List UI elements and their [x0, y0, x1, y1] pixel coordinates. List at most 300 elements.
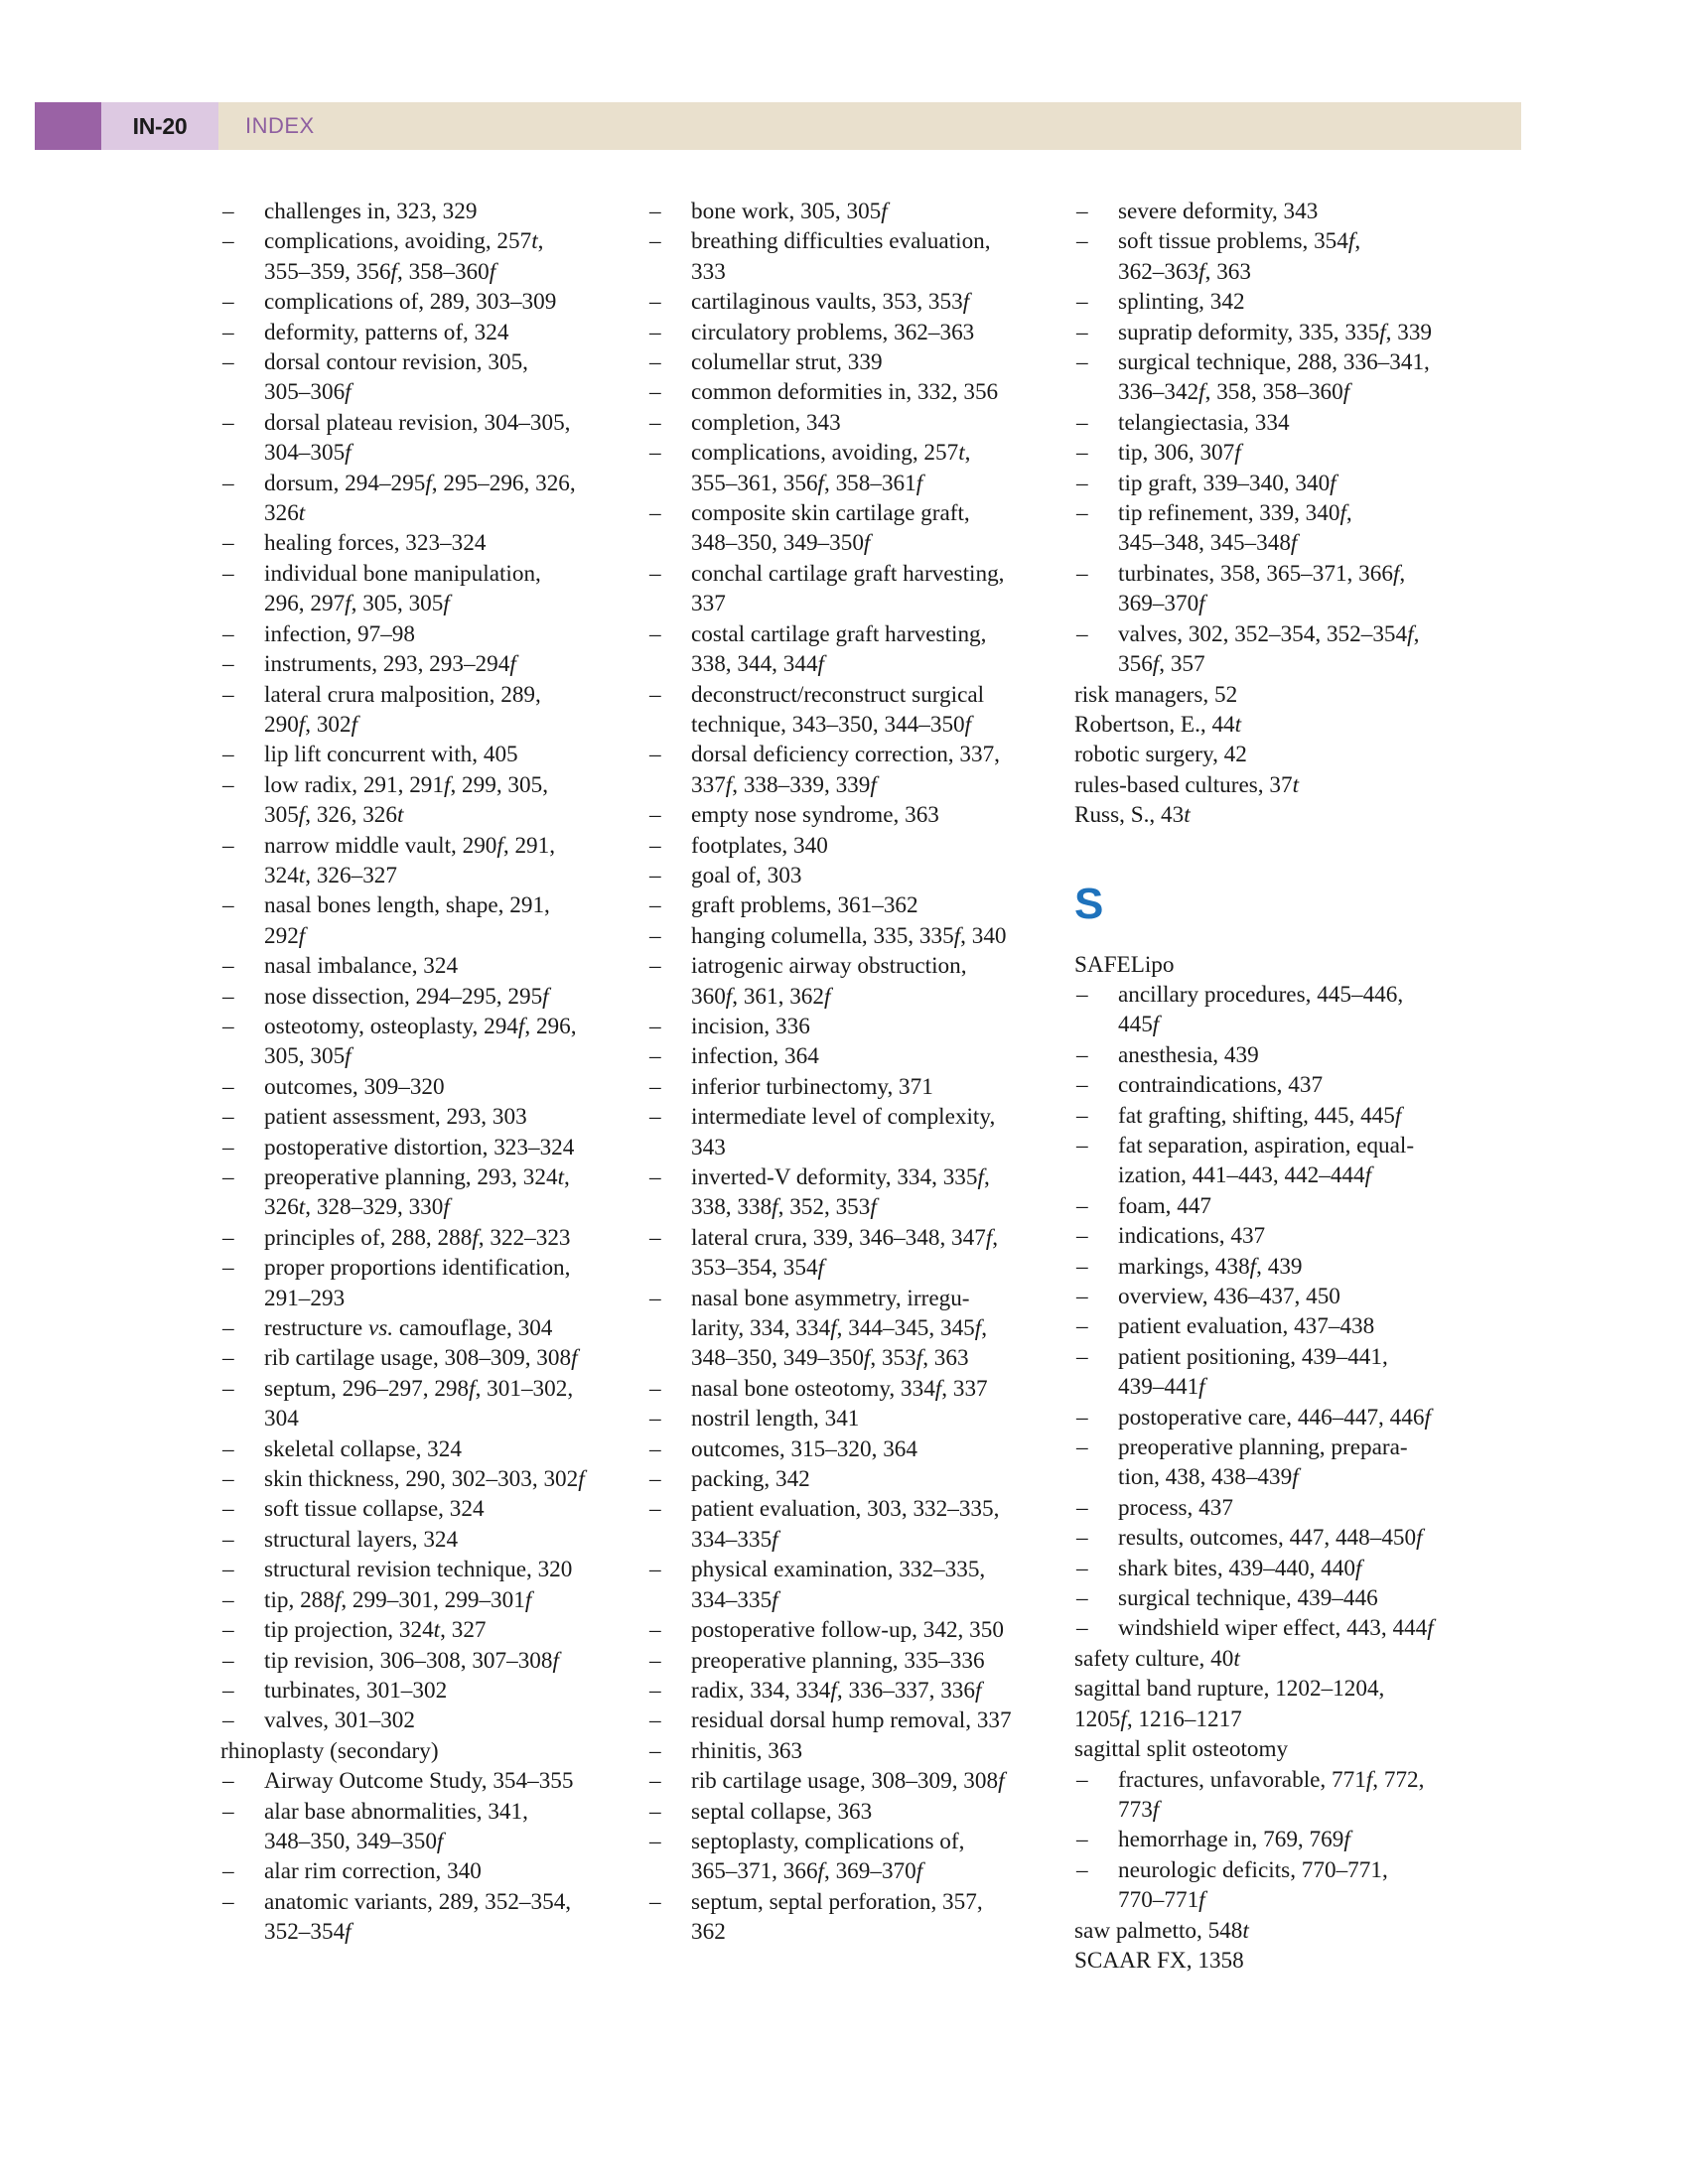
index-sub-entry — [220, 1525, 613, 1555]
locator-qualifier: f — [1416, 1525, 1423, 1552]
sub-entry-dash-icon: – — [649, 1406, 661, 1433]
sub-entry-dash-icon: – — [222, 1586, 234, 1613]
entry-text: cartilaginous vaults, 353, 353 — [691, 289, 963, 316]
index-sub-entry — [1074, 1403, 1467, 1433]
entry-text: , 363 — [1204, 258, 1251, 285]
entry-text: septum, 296–297, 298 — [264, 1375, 470, 1402]
locator-qualifier: f — [830, 1315, 837, 1342]
index-sub-entry — [647, 951, 1040, 981]
index-sub-entry — [647, 377, 1040, 407]
entry-text: proper proportions identification, — [264, 1255, 571, 1282]
entry-text: empty nose syndrome, 363 — [691, 802, 939, 829]
index-sub-entry — [647, 347, 1040, 377]
index-sub-entry — [647, 1887, 1040, 1917]
locator-qualifier: f — [772, 1194, 778, 1221]
sub-entry-dash-icon: – — [1076, 1102, 1088, 1129]
sub-entry-dash-icon: – — [649, 1888, 661, 1915]
index-sub-entry — [1074, 1583, 1467, 1613]
sub-entry-dash-icon: – — [1076, 440, 1088, 467]
index-sub-entry — [220, 831, 613, 861]
locator-qualifier: f — [823, 983, 831, 1010]
entry-text: 338, 344, 344 — [691, 651, 818, 678]
entry-text: turbinates, 358, 365–371, 366 — [1118, 560, 1393, 587]
sub-entry-dash-icon: – — [222, 1315, 234, 1342]
entry-text: 353–354, 354 — [691, 1255, 818, 1282]
index-sub-entry — [647, 498, 1040, 528]
index-sub-entry — [1074, 1221, 1467, 1251]
entry-text: 336–342 — [1118, 379, 1199, 406]
entry-text: 291–293 — [264, 1285, 346, 1311]
locator-qualifier: f — [334, 1586, 342, 1613]
entry-text: soft tissue collapse, 324 — [264, 1496, 485, 1523]
sub-entry-dash-icon: – — [222, 1466, 234, 1493]
entry-text: sagittal split osteotomy — [1074, 1736, 1289, 1763]
entry-text: camouflage, 304 — [393, 1315, 553, 1342]
index-sub-entry — [647, 1555, 1040, 1584]
sub-entry-dash-icon: – — [222, 1557, 234, 1583]
entry-text: , 363 — [922, 1345, 969, 1372]
index-sub-entry — [647, 740, 1040, 769]
locator-qualifier: f — [1120, 1706, 1127, 1732]
entry-text: dorsum, 294–295 — [264, 470, 426, 496]
index-entry-continuation — [1074, 257, 1467, 287]
entry-text: inverted-V deformity, 334, 335 — [691, 1164, 978, 1190]
locator-qualifier: f — [552, 1647, 559, 1674]
entry-text: 333 — [691, 258, 726, 285]
index-main-entry — [220, 1736, 613, 1766]
entry-text: nasal bones length, shape, 291, — [264, 892, 550, 919]
locator-qualifier: f — [1394, 1102, 1402, 1129]
entry-text: tip projection, 324 — [264, 1617, 434, 1644]
locator-qualifier: f — [817, 651, 824, 678]
index-main-entry — [1074, 680, 1467, 710]
entry-text: fractures, unfavorable, 771 — [1118, 1766, 1366, 1793]
locator-qualifier: f — [915, 1858, 923, 1885]
entry-text: nasal bone asymmetry, irregu- — [691, 1285, 970, 1311]
entry-text: outcomes, 315–320, 364 — [691, 1435, 917, 1462]
entry-text: , 337 — [941, 1375, 988, 1402]
index-sub-entry — [220, 1223, 613, 1253]
sub-entry-dash-icon: – — [1076, 1766, 1088, 1793]
entry-text: residual dorsal hump removal, 337 — [691, 1707, 1012, 1734]
index-entry-continuation — [220, 1404, 613, 1433]
locator-qualifier: f — [345, 1919, 352, 1946]
entry-text: restructure — [264, 1315, 368, 1342]
locator-qualifier: f — [489, 258, 496, 285]
index-sub-entry — [647, 1676, 1040, 1706]
sub-entry-dash-icon: – — [649, 319, 661, 345]
entry-text: , 358–360 — [396, 258, 490, 285]
entry-text: preoperative planning, 335–336 — [691, 1647, 985, 1674]
index-sub-entry — [220, 1313, 613, 1343]
sub-entry-dash-icon: – — [1076, 981, 1088, 1008]
locator-qualifier: vs. — [367, 1315, 394, 1342]
entry-text: splinting, 342 — [1118, 289, 1245, 316]
entry-text: , — [964, 440, 971, 467]
index-sub-entry — [647, 438, 1040, 468]
entry-text: dorsal deficiency correction, 337, — [691, 742, 1000, 768]
sub-entry-dash-icon: – — [649, 742, 661, 768]
index-sub-entry — [220, 1676, 613, 1706]
locator-qualifier: f — [345, 379, 352, 406]
index-sub-entry — [1074, 1433, 1467, 1462]
entry-text: structural revision technique, 320 — [264, 1557, 573, 1583]
entry-text: infection, 97–98 — [264, 620, 415, 647]
locator-qualifier: f — [977, 1164, 984, 1190]
entry-text: intermediate level of complexity, — [691, 1104, 996, 1131]
entry-text: surgical technique, 288, 336–341, — [1118, 349, 1430, 376]
entry-text: soft tissue problems, 354 — [1118, 228, 1348, 255]
locator-qualifier: f — [1379, 319, 1386, 345]
locator-qualifier: f — [517, 1013, 525, 1039]
sub-entry-dash-icon: – — [649, 1043, 661, 1070]
entry-text: indications, 437 — [1118, 1223, 1266, 1250]
index-sub-entry — [647, 1464, 1040, 1494]
index-sub-entry — [220, 982, 613, 1012]
index-sub-entry — [647, 1646, 1040, 1676]
index-entry-continuation — [220, 800, 613, 830]
index-sub-entry — [1074, 1523, 1467, 1553]
entry-text: incision, 336 — [691, 1013, 810, 1039]
index-sub-entry — [220, 1102, 613, 1132]
index-sub-entry — [220, 347, 613, 377]
locator-qualifier: f — [524, 1586, 532, 1613]
index-sub-entry — [220, 1012, 613, 1041]
index-entry-continuation — [220, 377, 613, 407]
index-sub-entry — [647, 1284, 1040, 1313]
entry-text: larity, 334, 334 — [691, 1315, 831, 1342]
index-entry-continuation — [1074, 377, 1467, 407]
entry-text: patient positioning, 439–441, — [1118, 1343, 1388, 1370]
locator-qualifier: f — [870, 771, 877, 798]
index-sub-entry — [220, 1494, 613, 1524]
index-sub-entry — [220, 890, 613, 920]
entry-text: 348–350, 349–350 — [691, 1345, 864, 1372]
index-sub-entry — [647, 1223, 1040, 1253]
entry-text: 304–305 — [264, 440, 346, 467]
sub-entry-dash-icon: – — [649, 228, 661, 255]
sub-entry-dash-icon: – — [1076, 228, 1088, 255]
index-sub-entry — [647, 1494, 1040, 1524]
index-sub-entry — [1074, 1855, 1467, 1885]
entry-text: 355–359, 356 — [264, 258, 391, 285]
sub-entry-dash-icon: – — [1076, 1494, 1088, 1521]
entry-text: severe deformity, 343 — [1118, 199, 1319, 224]
sub-entry-dash-icon: – — [222, 1496, 234, 1523]
index-entry-continuation — [647, 1585, 1040, 1615]
locator-qualifier: f — [830, 1677, 837, 1704]
locator-qualifier: t — [1242, 1917, 1249, 1944]
locator-qualifier: f — [1292, 1464, 1299, 1491]
entry-text: packing, 342 — [691, 1466, 810, 1493]
entry-text: , — [1345, 500, 1352, 527]
entry-text: risk managers, 52 — [1074, 681, 1238, 708]
locator-qualifier: f — [345, 1043, 352, 1070]
index-main-entry — [1074, 740, 1467, 769]
entry-text: , 328–329, 330 — [305, 1194, 444, 1221]
index-sub-entry — [220, 1646, 613, 1676]
index-sub-entry — [1074, 197, 1467, 226]
locator-qualifier: f — [425, 470, 432, 496]
locator-qualifier: f — [915, 470, 923, 496]
index-sub-entry — [647, 1615, 1040, 1645]
running-head-color-swatch — [35, 102, 101, 150]
index-entry-continuation — [1074, 1372, 1467, 1402]
entry-text: , 361, 362 — [732, 983, 824, 1010]
sub-entry-dash-icon: – — [222, 1345, 234, 1372]
entry-text: 362 — [691, 1919, 726, 1946]
index-sub-entry — [1074, 318, 1467, 347]
index-entry-continuation — [647, 1253, 1040, 1283]
locator-qualifier: f — [725, 771, 733, 798]
index-sub-entry — [1074, 287, 1467, 317]
entry-text: , — [1399, 560, 1406, 587]
entry-text: inferior turbinectomy, 371 — [691, 1073, 933, 1100]
entry-text: structural layers, 324 — [264, 1526, 459, 1553]
entry-text: , 344–345, 345 — [836, 1315, 975, 1342]
sub-entry-dash-icon: – — [222, 199, 234, 224]
sub-entry-dash-icon: – — [1076, 1313, 1088, 1340]
sub-entry-dash-icon: – — [222, 651, 234, 678]
entry-text: 356 — [1118, 651, 1153, 678]
locator-qualifier: t — [531, 228, 538, 255]
sub-entry-dash-icon: – — [222, 560, 234, 587]
sub-entry-dash-icon: – — [649, 892, 661, 919]
entry-text: 290 — [264, 711, 299, 738]
index-sub-entry — [647, 1374, 1040, 1404]
index-main-entry — [1074, 1674, 1467, 1704]
sub-entry-dash-icon: – — [1076, 1253, 1088, 1280]
sub-entry-dash-icon: – — [649, 1768, 661, 1795]
entry-text: hanging columella, 335, 335 — [691, 922, 954, 949]
index-entry-continuation — [220, 1192, 613, 1222]
index-sub-entry — [1074, 1765, 1467, 1795]
sub-entry-dash-icon: – — [1076, 470, 1088, 496]
entry-text: patient evaluation, 437–438 — [1118, 1313, 1375, 1340]
entry-text: Robertson, E., 44 — [1074, 711, 1235, 738]
sub-entry-dash-icon: – — [649, 681, 661, 708]
locator-qualifier: f — [1342, 379, 1350, 406]
index-sub-entry — [647, 287, 1040, 317]
locator-qualifier: f — [772, 1586, 778, 1613]
entry-text: costal cartilage graft harvesting, — [691, 620, 987, 647]
entry-text: tip, 306, 307 — [1118, 440, 1235, 467]
index-sub-entry — [220, 1555, 613, 1584]
index-sub-entry — [1074, 1554, 1467, 1583]
index-sub-entry — [1074, 1040, 1467, 1070]
entry-text: , 338–339, 339 — [732, 771, 871, 798]
index-main-entry — [1074, 950, 1467, 980]
locator-qualifier: f — [496, 832, 503, 859]
entry-text: nostril length, 341 — [691, 1406, 860, 1433]
sub-entry-dash-icon: – — [649, 922, 661, 949]
entry-text: results, outcomes, 447, 448–450 — [1118, 1525, 1417, 1552]
entry-text: septoplasty, complications of, — [691, 1828, 965, 1854]
entry-text: valves, 302, 352–354, 352–354 — [1118, 620, 1408, 647]
locator-qualifier: f — [298, 711, 306, 738]
sub-entry-dash-icon: – — [1076, 1555, 1088, 1581]
entry-text: skeletal collapse, 324 — [264, 1435, 462, 1462]
locator-qualifier: t — [1233, 1645, 1240, 1672]
index-sub-entry — [647, 1827, 1040, 1856]
index-sub-entry — [647, 800, 1040, 830]
index-sub-entry — [220, 619, 613, 649]
sub-entry-dash-icon: – — [1076, 1223, 1088, 1250]
locator-qualifier: f — [443, 591, 450, 617]
entry-text: , 322–323 — [478, 1224, 571, 1251]
index-sub-entry — [647, 408, 1040, 438]
locator-qualifier: f — [1407, 620, 1414, 647]
entry-text: breathing difficulties evaluation, — [691, 228, 991, 255]
index-sub-entry — [647, 1041, 1040, 1071]
locator-qualifier: f — [1198, 1887, 1205, 1914]
sub-entry-dash-icon: – — [1076, 289, 1088, 316]
sub-entry-dash-icon: – — [222, 832, 234, 859]
locator-qualifier: f — [1427, 1615, 1434, 1642]
entry-text: osteotomy, osteoplasty, 294 — [264, 1013, 518, 1039]
entry-text: , 357 — [1159, 651, 1205, 678]
index-sub-entry — [647, 921, 1040, 951]
entry-text: 305 — [264, 802, 299, 829]
locator-qualifier: f — [1364, 1162, 1372, 1189]
entry-text: , 299–301, 299–301 — [341, 1586, 525, 1613]
entry-text: instruments, 293, 293–294 — [264, 651, 510, 678]
locator-qualifier: f — [578, 1466, 585, 1493]
entry-text: completion, 343 — [691, 409, 841, 436]
entry-text: 334–335 — [691, 1586, 773, 1613]
sub-entry-dash-icon: – — [649, 832, 661, 859]
sub-entry-dash-icon: – — [1076, 1132, 1088, 1159]
locator-qualifier: f — [436, 1828, 444, 1854]
entry-text: footplates, 340 — [691, 832, 828, 859]
sub-entry-dash-icon: – — [222, 892, 234, 919]
sub-entry-dash-icon: – — [1076, 1615, 1088, 1642]
entry-text: physical examination, 332–335, — [691, 1557, 986, 1583]
entry-text: , 302 — [305, 711, 352, 738]
entry-text: , — [981, 1315, 988, 1342]
index-sub-entry — [1074, 408, 1467, 438]
section-letter-s: S — [1074, 879, 1104, 928]
entry-text: preoperative planning, 293, 324 — [264, 1164, 558, 1190]
sub-entry-dash-icon: – — [649, 1798, 661, 1825]
entry-text: , 352, 353 — [777, 1194, 871, 1221]
index-sub-entry — [220, 1072, 613, 1102]
index-sub-entry — [1074, 1070, 1467, 1100]
entry-text: 337 — [691, 591, 726, 617]
entry-text: bone work, 305, 305 — [691, 199, 882, 224]
locator-qualifier: t — [1234, 711, 1242, 738]
sub-entry-dash-icon: – — [222, 1617, 234, 1644]
entry-text: composite skin cartilage graft, — [691, 500, 970, 527]
sub-entry-dash-icon: – — [222, 409, 234, 436]
entry-text: Russ, S., 43 — [1074, 802, 1185, 829]
entry-text: , — [983, 1164, 990, 1190]
index-main-entry — [1074, 1644, 1467, 1674]
index-entry-continuation — [1074, 1462, 1467, 1492]
entry-text: nose dissection, 294–295, 295 — [264, 983, 543, 1010]
index-entry-continuation — [220, 861, 613, 890]
locator-qualifier: f — [863, 1345, 871, 1372]
entry-text: , — [1413, 620, 1420, 647]
running-head-band — [218, 102, 1521, 150]
index-sub-entry — [647, 680, 1040, 710]
index-main-entry — [1074, 800, 1467, 830]
sub-entry-dash-icon: – — [222, 289, 234, 316]
sub-entry-dash-icon: – — [649, 953, 661, 980]
sub-entry-dash-icon: – — [1076, 1404, 1088, 1431]
index-entry-continuation — [647, 1917, 1040, 1947]
entry-text: goal of, 303 — [691, 862, 802, 888]
entry-text: rhinitis, 363 — [691, 1737, 803, 1764]
index-sub-entry — [220, 287, 613, 317]
index-sub-entry — [1074, 1282, 1467, 1311]
entry-text: turbinates, 301–302 — [264, 1677, 448, 1704]
locator-qualifier: f — [298, 922, 306, 949]
sub-entry-dash-icon: – — [222, 349, 234, 376]
sub-entry-dash-icon: – — [222, 953, 234, 980]
entry-text: , 353 — [870, 1345, 916, 1372]
entry-text: 348–350, 349–350 — [691, 530, 864, 557]
entry-text: , 326, 326 — [305, 802, 397, 829]
locator-qualifier: f — [345, 440, 352, 467]
sub-entry-dash-icon: – — [649, 1224, 661, 1251]
entry-text: , 772, — [1372, 1766, 1425, 1793]
locator-qualifier: f — [1354, 1555, 1362, 1581]
entry-text: patient evaluation, 303, 332–335, — [691, 1496, 1000, 1523]
entry-text: 362–363 — [1118, 258, 1199, 285]
entry-text: 773 — [1118, 1796, 1153, 1823]
index-sub-entry — [220, 649, 613, 679]
entry-text: , — [537, 228, 544, 255]
index-entry-continuation — [220, 710, 613, 740]
entry-text: sagittal band rupture, 1202–1204, — [1074, 1676, 1385, 1703]
entry-text: windshield wiper effect, 443, 444 — [1118, 1615, 1428, 1642]
index-sub-entry — [647, 619, 1040, 649]
entry-text: complications, avoiding, 257 — [264, 228, 532, 255]
sub-entry-dash-icon: – — [222, 1013, 234, 1039]
sub-entry-dash-icon: – — [1076, 1434, 1088, 1461]
index-entry-continuation — [647, 1313, 1040, 1343]
entry-text: , 291, — [502, 832, 556, 859]
sub-entry-dash-icon: – — [649, 440, 661, 467]
sub-entry-dash-icon: – — [1076, 560, 1088, 587]
entry-text: 345–348, 345–348 — [1118, 530, 1291, 557]
locator-qualifier: f — [509, 651, 516, 678]
sub-entry-dash-icon: – — [649, 1737, 661, 1764]
index-sub-entry — [220, 408, 613, 438]
entry-text: fat separation, aspiration, equal- — [1118, 1132, 1415, 1159]
index-sub-entry — [1074, 1311, 1467, 1341]
entry-text: challenges in, 323, 329 — [264, 199, 478, 224]
locator-qualifier: f — [1347, 228, 1355, 255]
index-sub-entry — [220, 226, 613, 256]
index-sub-entry — [647, 861, 1040, 890]
sub-entry-dash-icon: – — [649, 409, 661, 436]
index-sub-entry — [220, 469, 613, 498]
locator-qualifier: f — [1152, 1796, 1160, 1823]
entry-text: shark bites, 439–440, 440 — [1118, 1555, 1355, 1581]
entry-text: markings, 438 — [1118, 1253, 1250, 1280]
index-column-3 — [1074, 197, 1467, 1976]
sub-entry-dash-icon: – — [222, 1707, 234, 1734]
sub-entry-dash-icon: – — [649, 1828, 661, 1854]
index-entry-continuation — [647, 1133, 1040, 1162]
entry-text: saw palmetto, 548 — [1074, 1917, 1243, 1944]
index-sub-entry — [647, 1072, 1040, 1102]
index-entry-continuation — [1074, 1795, 1467, 1825]
entry-text: 352–354 — [264, 1919, 346, 1946]
sub-entry-dash-icon: – — [222, 983, 234, 1010]
